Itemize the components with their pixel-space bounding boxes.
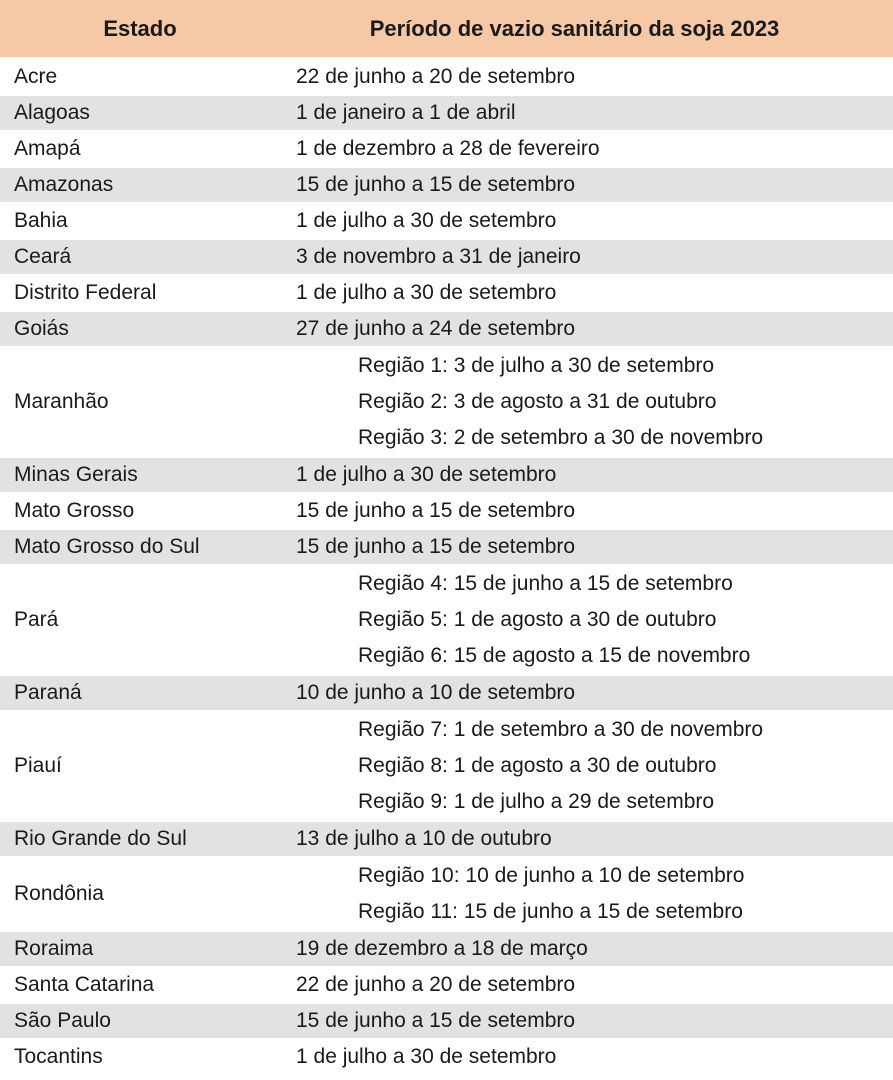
period-cell xyxy=(282,968,893,1002)
table-row xyxy=(0,96,893,132)
period-text: 1 de julho a 30 de setembro xyxy=(296,1045,557,1068)
table-row xyxy=(0,458,893,494)
table-row xyxy=(0,348,893,458)
period-text: 13 de julho a 10 de outubro xyxy=(296,827,552,850)
table-row xyxy=(0,1040,893,1076)
period-cell xyxy=(282,240,893,274)
period-text: 15 de junho a 15 de setembro xyxy=(296,499,576,522)
period-cell xyxy=(282,494,893,528)
period-text: 27 de junho a 24 de setembro xyxy=(296,317,576,340)
period-text: 15 de junho a 15 de setembro xyxy=(296,1009,576,1032)
state-name: Santa Catarina xyxy=(14,973,155,996)
table-row xyxy=(0,1004,893,1040)
table-row xyxy=(0,276,893,312)
state-name: Amapá xyxy=(14,137,81,160)
region-period: Região 4: 15 de junho a 15 de setembro xyxy=(358,572,733,595)
period-cell xyxy=(282,132,893,166)
period-cell xyxy=(282,530,893,564)
state-name: Maranhão xyxy=(14,390,109,413)
period-cell xyxy=(282,858,893,930)
region-period: Região 3: 2 de setembro a 30 de novembro xyxy=(358,426,764,449)
table-row xyxy=(0,566,893,676)
period-text: 22 de junho a 20 de setembro xyxy=(296,973,576,996)
table-row xyxy=(0,822,893,858)
period-text: 1 de julho a 30 de setembro xyxy=(296,463,557,486)
period-text: 19 de dezembro a 18 de março xyxy=(296,937,588,960)
period-cell xyxy=(282,312,893,346)
period-cell xyxy=(282,676,893,710)
region-period: Região 5: 1 de agosto a 30 de outubro xyxy=(358,608,717,631)
period-text: 22 de junho a 20 de setembro xyxy=(296,65,576,88)
region-period: Região 9: 1 de julho a 29 de setembro xyxy=(358,790,715,813)
period-cell xyxy=(282,276,893,310)
table-row xyxy=(0,60,893,96)
table-row xyxy=(0,676,893,712)
period-cell xyxy=(282,204,893,238)
region-period: Região 2: 3 de agosto a 31 de outubro xyxy=(358,390,717,413)
state-name: São Paulo xyxy=(14,1009,111,1032)
table-row xyxy=(0,132,893,168)
state-name: Tocantins xyxy=(14,1045,103,1068)
header-estado: Estado xyxy=(103,15,177,41)
state-name: Pará xyxy=(14,608,59,631)
period-cell xyxy=(282,348,893,456)
state-name: Distrito Federal xyxy=(14,281,157,304)
state-name: Minas Gerais xyxy=(14,463,138,486)
state-name: Rio Grande do Sul xyxy=(14,827,187,850)
period-cell xyxy=(282,458,893,492)
state-name: Amazonas xyxy=(14,173,114,196)
period-text: 3 de novembro a 31 de janeiro xyxy=(296,245,581,268)
region-period: Região 10: 10 de junho a 10 de setembro xyxy=(358,864,745,887)
table-row xyxy=(0,712,893,822)
table-row xyxy=(0,204,893,240)
state-name: Ceará xyxy=(14,245,72,268)
region-period: Região 11: 15 de junho a 15 de setembro xyxy=(358,900,743,923)
state-name: Roraima xyxy=(14,937,94,960)
state-name: Mato Grosso do Sul xyxy=(14,535,200,558)
table-row xyxy=(0,968,893,1004)
period-text: 15 de junho a 15 de setembro xyxy=(296,173,576,196)
period-text: 1 de julho a 30 de setembro xyxy=(296,209,557,232)
region-period: Região 1: 3 de julho a 30 de setembro xyxy=(358,354,715,377)
table-row xyxy=(0,530,893,566)
table-row xyxy=(0,312,893,348)
state-name: Bahia xyxy=(14,209,68,232)
period-cell xyxy=(282,1004,893,1038)
table-row xyxy=(0,858,893,932)
period-text: 15 de junho a 15 de setembro xyxy=(296,535,576,558)
state-name: Rondônia xyxy=(14,882,104,905)
header-periodo: Período de vazio sanitário da soja 2023 xyxy=(369,15,780,41)
region-period: Região 8: 1 de agosto a 30 de outubro xyxy=(358,754,717,777)
table-row xyxy=(0,168,893,204)
period-cell xyxy=(282,932,893,966)
state-name: Alagoas xyxy=(14,101,90,124)
state-name: Paraná xyxy=(14,681,82,704)
table-body xyxy=(0,60,893,1076)
period-cell xyxy=(282,566,893,674)
period-text: 1 de janeiro a 1 de abril xyxy=(296,101,516,124)
period-cell xyxy=(282,822,893,856)
state-name: Goiás xyxy=(14,317,69,340)
region-period: Região 7: 1 de setembro a 30 de novembro xyxy=(358,718,764,741)
period-text: 1 de julho a 30 de setembro xyxy=(296,281,557,304)
state-name: Piauí xyxy=(14,754,62,777)
table-row xyxy=(0,494,893,530)
period-text: 1 de dezembro a 28 de fevereiro xyxy=(296,137,600,160)
table-header xyxy=(0,0,893,60)
table-row xyxy=(0,932,893,968)
period-cell xyxy=(282,96,893,130)
period-cell xyxy=(282,168,893,202)
period-text: 10 de junho a 10 de setembro xyxy=(296,681,576,704)
state-name: Mato Grosso xyxy=(14,499,135,522)
table-row xyxy=(0,240,893,276)
period-cell xyxy=(282,60,893,94)
state-name: Acre xyxy=(14,65,58,88)
region-period: Região 6: 15 de agosto a 15 de novembro xyxy=(358,644,751,667)
period-cell xyxy=(282,712,893,820)
period-cell xyxy=(282,1040,893,1074)
